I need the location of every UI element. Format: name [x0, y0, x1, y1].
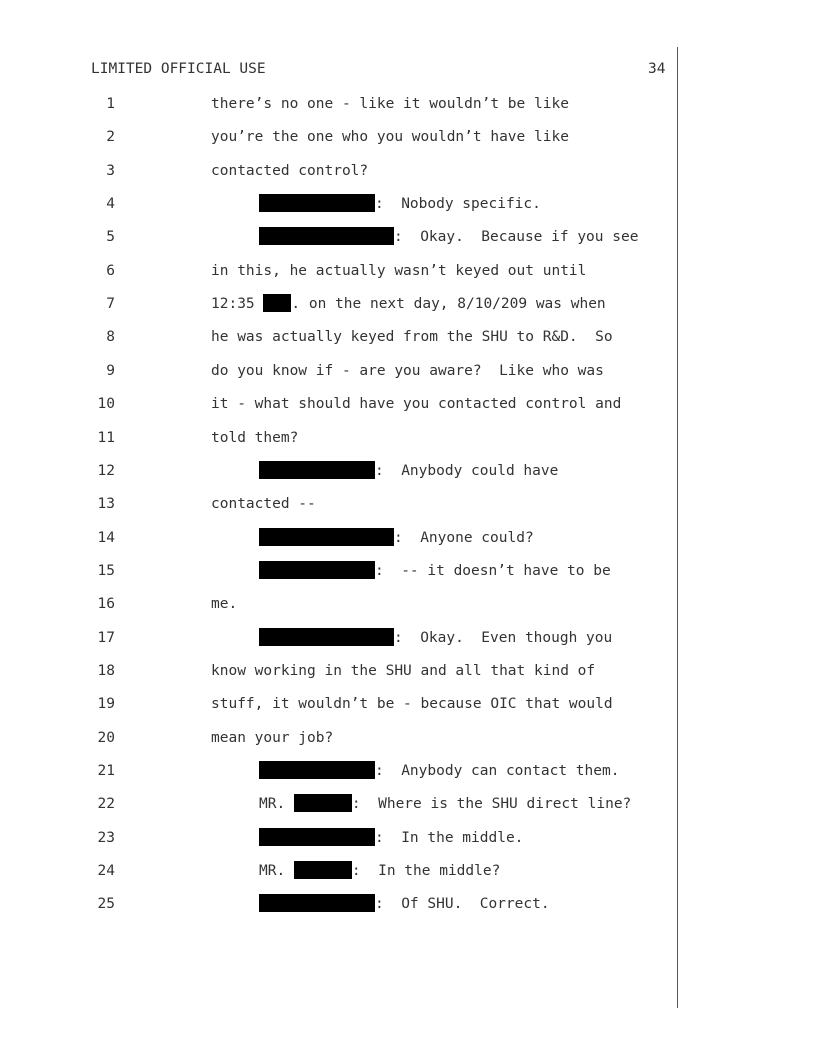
- line-text-content: in this, he actually wasn’t keyed out until: [211, 263, 587, 279]
- line-text: [211, 728, 333, 748]
- line-text-content: : Okay. Even though you: [394, 630, 613, 646]
- line-number: 9: [106, 363, 115, 379]
- line-number: 15: [97, 563, 115, 579]
- line-number: 2: [106, 129, 115, 145]
- line-number: 4: [106, 196, 115, 212]
- line-number: 10: [97, 396, 115, 412]
- line-text-content: : Okay. Because if you see: [394, 229, 639, 245]
- line-text: [211, 94, 569, 114]
- header-classification: LIMITED OFFICIAL USE: [91, 61, 266, 77]
- line-text-content: do you know if - are you aware? Like who was: [211, 363, 604, 379]
- redaction-block: [259, 461, 375, 479]
- line-text-content: you’re the one who you wouldn’t have like: [211, 129, 569, 145]
- line-number: 20: [97, 730, 115, 746]
- line-number: 5: [106, 229, 115, 245]
- line-text: [211, 661, 595, 681]
- line-text: [259, 761, 619, 781]
- line-text: [211, 127, 569, 147]
- line-number: 14: [97, 530, 115, 546]
- line-text: [259, 828, 523, 848]
- line-text: [259, 227, 638, 247]
- line-text: [259, 861, 500, 881]
- line-number: 11: [97, 430, 115, 446]
- line-text: [211, 694, 613, 714]
- line-text: [259, 561, 611, 581]
- line-number: 25: [97, 896, 115, 912]
- line-text-content: . on the next day, 8/10/209 was when: [291, 296, 606, 312]
- redaction-block: [259, 894, 375, 912]
- line-text-content: : Anybody could have: [375, 463, 559, 479]
- line-number: 7: [106, 296, 115, 312]
- line-text: [211, 327, 613, 347]
- redaction-block: [259, 561, 375, 579]
- line-text-content: me.: [211, 596, 238, 612]
- line-text: [211, 594, 237, 614]
- line-number: 13: [97, 496, 115, 512]
- line-text-prefix: 12:35: [211, 296, 264, 312]
- line-text: [259, 894, 550, 914]
- redaction-block: [263, 294, 291, 312]
- redaction-block: [259, 761, 375, 779]
- line-number: 3: [106, 163, 115, 179]
- page-number: 34: [648, 61, 666, 77]
- line-text-content: : Where is the SHU direct line?: [351, 796, 632, 812]
- line-text-content: : -- it doesn’t have to be: [375, 563, 611, 579]
- line-number: 23: [97, 830, 115, 846]
- line-text: [211, 428, 298, 448]
- line-text-content: know working in the SHU and all that kind of: [211, 663, 596, 679]
- line-text: [211, 261, 586, 281]
- line-number: 17: [97, 630, 115, 646]
- line-text: [259, 194, 541, 214]
- line-number: 8: [106, 329, 115, 345]
- redaction-block: [259, 194, 375, 212]
- line-text-content: contacted --: [211, 496, 316, 512]
- line-text-content: stuff, it wouldn’t be - because OIC that would: [211, 696, 613, 712]
- redaction-block: [259, 828, 375, 846]
- line-text: [259, 794, 631, 814]
- line-text-content: mean your job?: [211, 730, 334, 746]
- line-text-content: : Anybody can contact them.: [375, 763, 620, 779]
- line-text: [259, 628, 612, 648]
- line-text-content: : Anyone could?: [394, 530, 534, 546]
- line-text-content: he was actually keyed from the SHU to R&D. So: [211, 329, 613, 345]
- margin-rule: [677, 47, 678, 1008]
- line-text: [259, 461, 558, 481]
- line-number: 18: [97, 663, 115, 679]
- line-number: 1: [106, 96, 115, 112]
- line-number: 12: [97, 463, 115, 479]
- redaction-block: [259, 528, 394, 546]
- redaction-block: [259, 227, 394, 245]
- line-text-content: : Of SHU. Correct.: [375, 896, 550, 912]
- line-number: 6: [106, 263, 115, 279]
- redaction-block: [294, 861, 352, 879]
- line-text-prefix: MR.: [259, 863, 294, 879]
- line-text-content: told them?: [211, 430, 299, 446]
- line-text-content: : In the middle.: [375, 830, 524, 846]
- line-text-content: contacted control?: [211, 163, 369, 179]
- line-text: [259, 528, 534, 548]
- line-text-prefix: MR.: [259, 796, 294, 812]
- line-text-content: : Nobody specific.: [375, 196, 541, 212]
- line-text: [211, 361, 604, 381]
- line-text: [211, 494, 316, 514]
- line-text: [211, 294, 606, 314]
- line-number: 22: [97, 796, 115, 812]
- line-text: [211, 394, 621, 414]
- redaction-block: [294, 794, 352, 812]
- line-number: 24: [97, 863, 115, 879]
- line-number: 19: [97, 696, 115, 712]
- redaction-block: [259, 628, 394, 646]
- line-text: [211, 161, 368, 181]
- line-number: 21: [97, 763, 115, 779]
- line-number: 16: [97, 596, 115, 612]
- line-text-content: : In the middle?: [351, 863, 501, 879]
- line-text-content: it - what should have you contacted control and: [211, 396, 622, 412]
- line-text-content: there’s no one - like it wouldn’t be like: [211, 96, 569, 112]
